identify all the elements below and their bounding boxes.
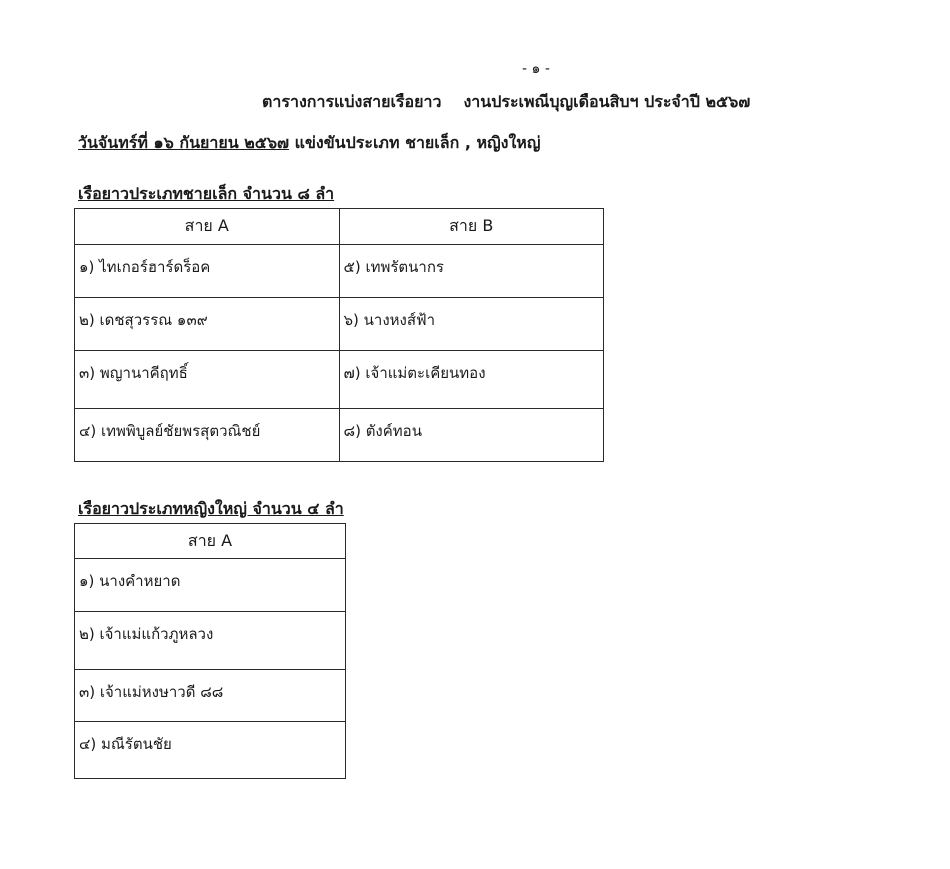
table-row — [75, 409, 604, 462]
large-women-table — [74, 523, 346, 779]
table-row — [75, 559, 346, 612]
table-row — [75, 670, 346, 722]
competition-date: วันจันทร์ที่ ๑๖ กันยายน ๒๕๖๗ — [78, 133, 290, 152]
table-row — [75, 722, 346, 779]
large-women-heading: เรือยาวประเภทหญิงใหญ่ จำนวน ๔ ลำ — [78, 499, 344, 518]
boat-cell: ๓) พญานาคีฤทธิ์ — [75, 351, 340, 409]
table-header-row — [75, 209, 604, 245]
title-schedule: ตารางการแบ่งสายเรือยาว — [262, 92, 442, 111]
boat-cell: ๔) เทพพิบูลย์ชัยพรสุตวณิชย์ — [75, 409, 340, 462]
document-title — [262, 90, 750, 115]
table-row — [75, 351, 604, 409]
boat-cell: ๕) เทพรัตนากร — [339, 245, 604, 298]
boat-cell: ๒) เจ้าแม่แก้วภูหลวง — [75, 612, 346, 670]
small-men-table — [74, 208, 604, 462]
boat-cell: ๑) ไทเกอร์ฮาร์ดร็อค — [75, 245, 340, 298]
small-men-heading: เรือยาวประเภทชายเล็ก จำนวน ๘ ลำ — [78, 184, 335, 203]
boat-cell: ๔) มณีรัตนชัย — [75, 722, 346, 779]
table-row — [75, 298, 604, 351]
date-line — [78, 131, 540, 156]
table-header-row — [75, 524, 346, 559]
table-row — [75, 245, 604, 298]
boat-cell: ๖) นางหงส์ฟ้า — [339, 298, 604, 351]
boat-cell: ๓) เจ้าแม่หงษาวดี ๘๘ — [75, 670, 346, 722]
boat-cell: ๘) ตังค์ทอน — [339, 409, 604, 462]
competition-category: แข่งขันประเภท ชายเล็ก , หญิงใหญ่ — [289, 133, 541, 152]
column-header-lane-a: สาย A — [75, 209, 340, 245]
boat-cell: ๗) เจ้าแม่ตะเคียนทอง — [339, 351, 604, 409]
page-number: - ๑ - — [522, 61, 550, 77]
title-event: งานประเพณีบุญเดือนสิบฯ ประจำปี ๒๕๖๗ — [463, 92, 751, 111]
boat-cell: ๒) เดชสุวรรณ ๑๓๙ — [75, 298, 340, 351]
table-row — [75, 612, 346, 670]
boat-cell: ๑) นางคำหยาด — [75, 559, 346, 612]
column-header-lane-a: สาย A — [75, 524, 346, 559]
column-header-lane-b: สาย B — [339, 209, 604, 245]
